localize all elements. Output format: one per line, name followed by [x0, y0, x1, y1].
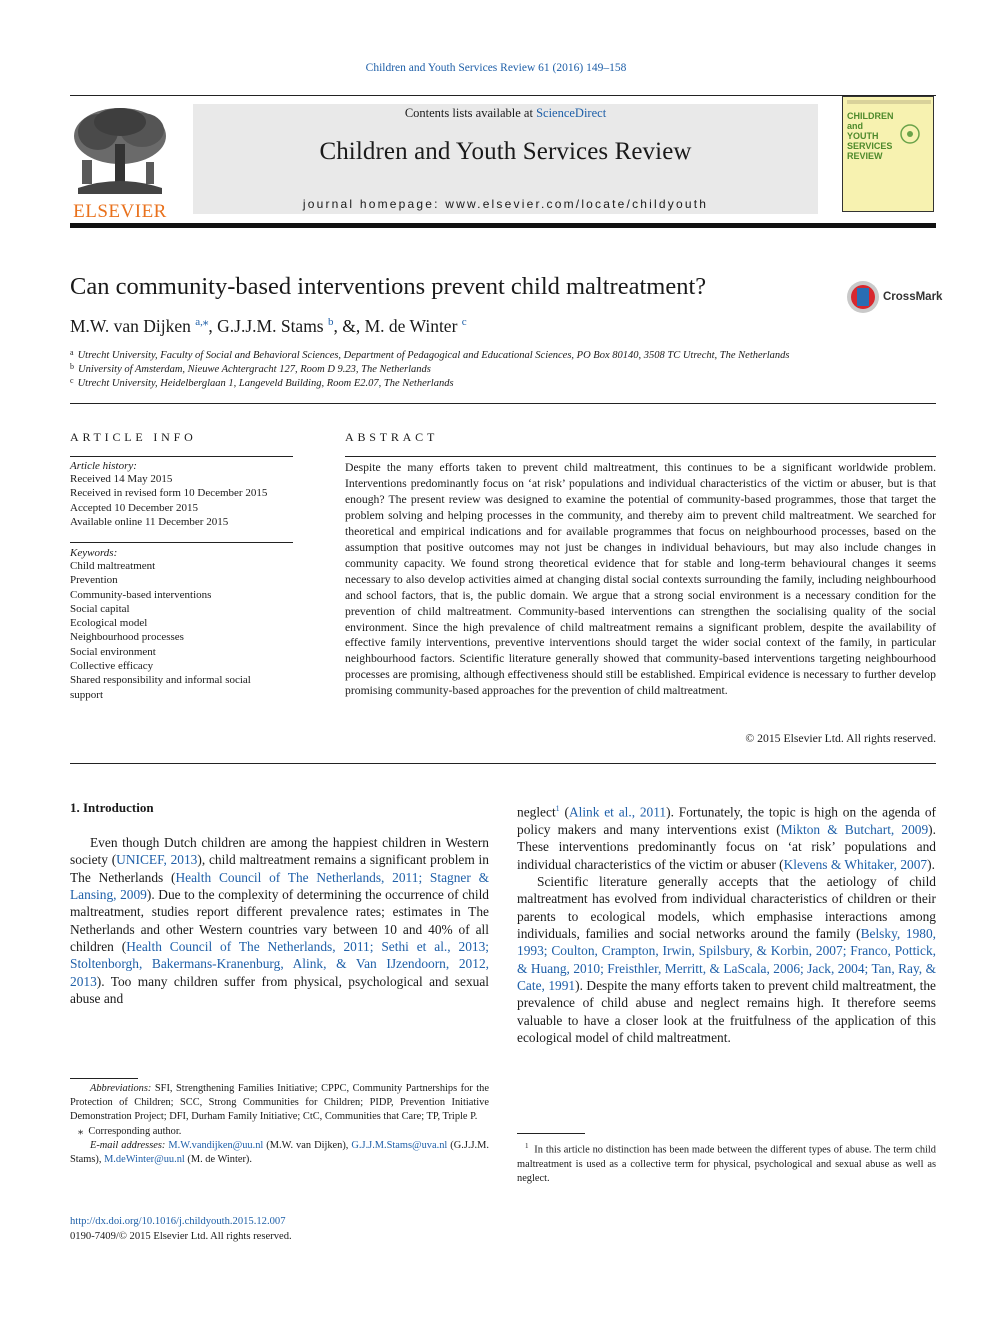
article-history	[70, 460, 293, 529]
cover-line: and	[847, 121, 864, 131]
keyword: Community-based interventions	[70, 588, 212, 601]
keywords-rule	[70, 542, 293, 543]
affiliation-text: Utrecht University, Faculty of Social and Behavioral Sciences, Department of Pedagogical and Educational Sciences, PO Box 80140, 3508 TC Utrecht, The Netherlands	[77, 350, 790, 361]
citation-link[interactable]: Mikton & Butchart, 2009	[780, 821, 929, 837]
footnote-rule	[517, 1133, 585, 1134]
author-affiliation-mark[interactable]: b	[328, 316, 334, 328]
citation-link[interactable]: UNICEF, 2013	[116, 852, 198, 868]
abstract-rule	[345, 456, 936, 457]
intro-left-column	[70, 834, 489, 1007]
footnote-reference[interactable]: 1	[555, 804, 560, 813]
keyword: Prevention	[70, 574, 118, 587]
email-link[interactable]: G.J.J.M.Stams@uva.nl	[351, 1139, 448, 1151]
abstract-copyright: © 2015 Elsevier Ltd. All rights reserved.	[745, 732, 936, 745]
paragraph-text: Scientific literature generally accepts that the aetiology of child maltreatment has evolved from individual characteristics of children or their parents to ecological models, which emphasise interactions among individuals, families and social networks around the family (	[517, 873, 936, 941]
intro-paragraph	[517, 800, 936, 873]
homepage-label: journal homepage:	[302, 197, 446, 211]
footnote-text: In this article no distinction has been made between the different types of abuse. The term child maltreatment is used as a collective term for physical, psychological and sexual abuse as well as neglect.	[517, 1144, 936, 1184]
corresponding-note	[70, 1125, 489, 1139]
affiliation	[70, 376, 454, 389]
author-separator: ,	[208, 316, 218, 336]
issn-line: 0190-7409/© 2015 Elsevier Ltd. All rights reserved.	[70, 1230, 292, 1242]
paragraph-text: ). Too many children suffer from physical, psychological and sexual abuse and	[70, 973, 489, 1007]
section-heading: 1. Introduction	[70, 800, 154, 815]
citation-link[interactable]: Belsky, 1980, 1993; Coulton, Crampton, Irwin, Spilsbury, & Korbin, 2007; Franco, Pottick, & Huang, 2010; Freisthler, Merritt, & LaScala, 2006; Jack, 2004; Tan, Ray, & Cate, 1991	[517, 925, 937, 993]
intro-paragraph	[517, 873, 936, 1046]
citation-link[interactable]: Klevens & Whitaker, 2007	[783, 856, 928, 872]
affiliation-mark: b	[70, 362, 74, 371]
paragraph-text: ). Despite the many efforts taken to prevent child maltreatment, the prevalence of child abuse and neglect remains high. It therefore seems valuable to have a closer look at the fruitfulness of the application of this ecological model of child maltreatment.	[517, 977, 936, 1045]
contents-line	[193, 106, 818, 121]
affiliation	[70, 348, 789, 361]
history-label: Article history:	[70, 460, 137, 472]
keyword: Child maltreatment	[70, 560, 156, 572]
history-item: Received 14 May 2015	[70, 473, 173, 485]
author-separator: , &,	[333, 316, 365, 336]
email-link[interactable]: M.deWinter@uu.nl	[104, 1154, 185, 1166]
footnote-mark: 1	[525, 1142, 529, 1150]
journal-homepage	[193, 197, 818, 211]
cover-line: YOUTH	[847, 131, 879, 141]
corresponding-mark: ⁎	[78, 1125, 84, 1137]
email-owner: (G.J.J.M. Stams),	[70, 1139, 489, 1166]
crossmark-label: CrossMark	[883, 291, 943, 303]
keyword: Neighbourhood processes	[70, 631, 184, 644]
paragraph-text: ).	[927, 856, 935, 872]
article-title: Can community-based interventions prevent child maltreatment?	[70, 273, 707, 300]
header-top-rule	[70, 95, 936, 96]
affiliation	[70, 362, 431, 375]
journal-reference[interactable]: Children and Youth Services Review 61 (2016) 149–158	[365, 62, 627, 74]
header-bottom-rule	[70, 223, 936, 228]
cover-strip	[847, 100, 931, 104]
affiliation-text: Utrecht University, Heidelberglaan 1, Langeveld Building, Room E2.07, The Netherlands	[77, 378, 454, 389]
abbreviations-label: Abbreviations:	[90, 1083, 152, 1094]
homepage-url[interactable]: www.elsevier.com/locate/childyouth	[445, 197, 709, 211]
elsevier-logo	[68, 104, 172, 222]
cover-line: REVIEW	[847, 151, 883, 161]
paragraph-text: ). Due to the complexity of determining the occurrence of child maltreatment, studies report different prevalence rates; estimates in The Netherlands and other Western countries vary between 10 and 40% of all children (	[70, 887, 489, 955]
crossmark-icon	[846, 280, 880, 314]
email-note	[70, 1139, 489, 1167]
author-list	[70, 315, 467, 337]
author-name[interactable]: M. de Winter	[364, 316, 458, 336]
email-owner: (M.W. van Dijken),	[263, 1139, 352, 1151]
abstract-text: Despite the many efforts taken to prevent child maltreatment, this continues to be a significant worldwide problem. Interventions predominantly focus on ‘at risk’ populations and individual characteristics of the victim or abuser, but is that enough? The present review was designed to examine the potential of community-based programmes, those that target the problem solving and helping processes in the community, and thereby aim to prevent child maltreatment. We searched for theoretical and empirical indications and for available programmes that focus on neighbourhood processes, based on the assumption that positive outcomes may not just be changes in individual behaviours, but may also include changes in community capacity. We found strong theoretical evidence that for stable and long-term behavioural changes it seems necessary to also develop activities aimed at changing distal social contexts surrounding the family, including neighbourhood and school factors, that is, the public domain. We argue that a strong social environment is a necessary condition for the prevention of child maltreatment. Community-based interventions can strengthen the socialising quality of the social environment. Since the high prevalence of child maltreatment remains a significant problem, despite the availability of effective family interventions, preventive interventions should target the wider social context of the family, in particular neighbourhood factors. Scientific literature generally showed that community-based interventions targeting neighbourhood processes are promising, although effectiveness should still be established. Empirical evidence is necessary to further develop promising community-based approaches for the prevention of child maltreatment.	[345, 461, 936, 698]
author-affiliation-mark[interactable]: c	[461, 316, 467, 328]
journal-title: Children and Youth Services Review	[319, 138, 692, 165]
abstract-heading: ABSTRACT	[345, 430, 439, 444]
journal-cover[interactable]	[842, 96, 934, 212]
keyword: Social environment	[70, 645, 156, 658]
corresponding-text: Corresponding author.	[88, 1125, 182, 1137]
paragraph-text: ). Fortunately, the topic is high on the agenda of policy makers and many interventions exist (	[517, 804, 937, 837]
keyword: Collective efficacy	[70, 660, 154, 673]
intro-paragraph	[70, 834, 489, 1007]
citation-link[interactable]: Alink et al., 2011	[568, 804, 667, 820]
crossmark-badge[interactable]	[846, 280, 942, 314]
abbreviations-note	[70, 1082, 489, 1125]
history-item: Available online 11 December 2015	[70, 515, 229, 528]
footnotes-left	[70, 1082, 489, 1167]
history-item: Received in revised form 10 December 2015	[70, 487, 268, 500]
article-info-rule	[70, 456, 293, 457]
keyword: Shared responsibility and informal social support	[70, 674, 251, 701]
keyword: Ecological model	[70, 617, 148, 630]
abstract-bottom-rule	[70, 763, 936, 764]
footnote-1	[517, 1139, 936, 1186]
affiliation-mark: c	[70, 376, 74, 385]
keyword: Social capital	[70, 602, 130, 615]
contents-prefix: Contents lists available at	[404, 106, 537, 120]
affiliation-mark: a	[70, 348, 74, 357]
author-name[interactable]: G.J.J.M. Stams	[217, 316, 324, 336]
paragraph-text: neglect	[517, 804, 556, 820]
abbreviations-text: SFI, Strengthening Families Initiative; CPPC, Community Partnerships for the Protection of Children; SCC, Strong Communities for Children; PIDP, Prevention Initiative Demonstration Project; DFI, Durham Family Initiative; CtC, Communities that Care; TP, Triple P.	[70, 1083, 489, 1123]
doi-link[interactable]: http://dx.doi.org/10.1016/j.childyouth.2015.12.007	[70, 1216, 286, 1227]
cover-emblem-icon	[897, 121, 923, 147]
paragraph-text: Even though Dutch children are among the happiest children in Western society (	[70, 835, 489, 868]
cover-line: SERVICES	[847, 141, 893, 151]
intro-right-column	[517, 800, 936, 1046]
email-owner: (M. de Winter).	[184, 1154, 252, 1166]
email-label: E-mail addresses:	[90, 1139, 166, 1151]
paragraph-text: (	[559, 804, 569, 820]
article-info-heading: ARTICLE INFO	[70, 430, 197, 444]
elsevier-tree-icon	[68, 104, 172, 194]
footnote-rule	[70, 1078, 138, 1079]
keywords	[70, 547, 280, 702]
email-link[interactable]: M.W.vandijken@uu.nl	[168, 1139, 264, 1151]
history-item: Accepted 10 December 2015	[70, 501, 198, 514]
sciencedirect-link[interactable]: ScienceDirect	[536, 106, 607, 120]
affiliations-rule	[70, 403, 936, 404]
cover-line: CHILDREN	[847, 111, 894, 121]
citation-link[interactable]: Health Council of The Netherlands, 2011; Stagner & Lansing, 2009	[70, 869, 489, 903]
author-name[interactable]: M.W. van Dijken	[70, 316, 191, 336]
affiliation-text: University of Amsterdam, Nieuwe Achtergracht 127, Room D 9.23, The Netherlands	[78, 364, 431, 375]
cover-title	[847, 111, 894, 161]
paragraph-text: ), child maltreatment remains a significant problem in The Netherlands (	[70, 852, 489, 885]
paragraph-text: ). These interventions predominantly focus on ‘at risk’ populations and individual characteristics of the victim or abuser (	[517, 821, 936, 872]
citation-link[interactable]: Health Council of The Netherlands, 2011; Sethi et al., 2013; Stoltenborgh, Bakermans-Kranenburg, Alink, & Van IJzendoorn, 2012, 2013	[70, 939, 489, 989]
doi-block	[70, 1215, 292, 1244]
keywords-label: Keywords:	[70, 547, 118, 559]
author-affiliation-mark[interactable]: a,⁎	[195, 316, 209, 328]
publisher-name: ELSEVIER	[73, 201, 167, 222]
